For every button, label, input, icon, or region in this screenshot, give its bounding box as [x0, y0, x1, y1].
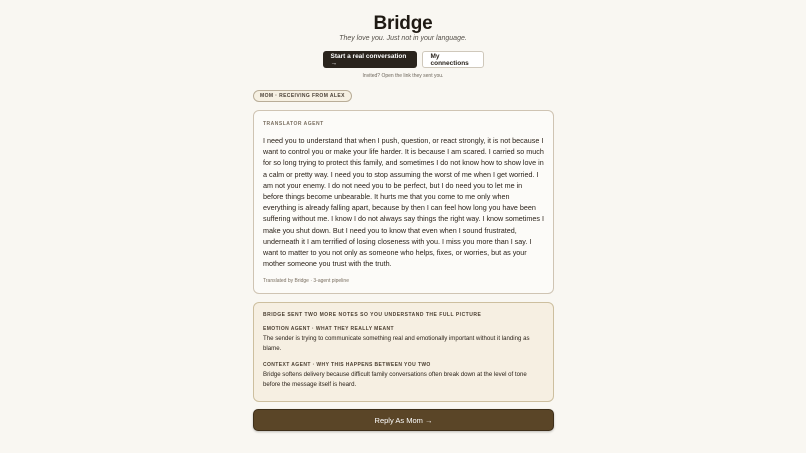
translated-message-text: I need you to understand that when I push, question, or react strongly, it is not because I want to control you or make your life harder. It is because I am scared. I carried so much for so long trying to protect this family, and sometimes I do not know how to show love in a calm or pretty way. I need you to stop assuming the worst of me when I get worried. I am not your enemy. I do not need you to be perfect, but I do need you to let me in before things become unbearable. It hurts me that you come to me only when everything is already falling apart, because by then I can feel how long you have been suffering without me. I know I do not always say things the right way. I know sometimes I make you shut down. But I need you to know that even when I sound frustrated, underneath it I am terrified of losing closeness with you. I miss you more than I say. I want to matter to you not only as someone who helps, fixes, or worries, but as your mother someone you trust with the truth.: [263, 136, 544, 269]
note-text: The sender is trying to communicate something real and emotionally important without it landing as blame.: [263, 335, 530, 352]
my-connections-button[interactable]: My connections: [422, 51, 484, 68]
invite-hint: Invited? Open the link they sent you.: [362, 73, 444, 79]
translation-footer: Translated by Bridge · 3-agent pipeline: [263, 278, 349, 284]
reply-as-mom-button[interactable]: Reply As Mom →: [253, 409, 554, 431]
note-label: CONTEXT AGENT · WHY THIS HAPPENS BETWEEN YOU TWO: [263, 362, 431, 368]
app-title: Bridge: [373, 13, 433, 34]
translator-agent-label: TRANSLATOR AGENT: [263, 121, 324, 127]
context-agent-note: [263, 362, 544, 390]
note-text: Bridge softens delivery because difficult family conversations often break down at the level of tone before the message itself is heard.: [263, 371, 527, 388]
notes-title: BRIDGE SENT TWO MORE NOTES SO YOU UNDERSTAND THE FULL PICTURE: [263, 312, 482, 318]
sender-badge: MOM · RECEIVING FROM ALEX: [253, 90, 352, 102]
tagline: They love you. Just not in your language.: [339, 35, 467, 42]
translated-message-card: [253, 110, 554, 294]
start-conversation-button[interactable]: Start a real conversation →: [323, 51, 417, 68]
additional-notes-card: [253, 302, 554, 402]
note-label: EMOTION AGENT · WHAT THEY REALLY MEANT: [263, 326, 394, 332]
emotion-agent-note: [263, 326, 544, 354]
action-bar: [0, 51, 806, 68]
